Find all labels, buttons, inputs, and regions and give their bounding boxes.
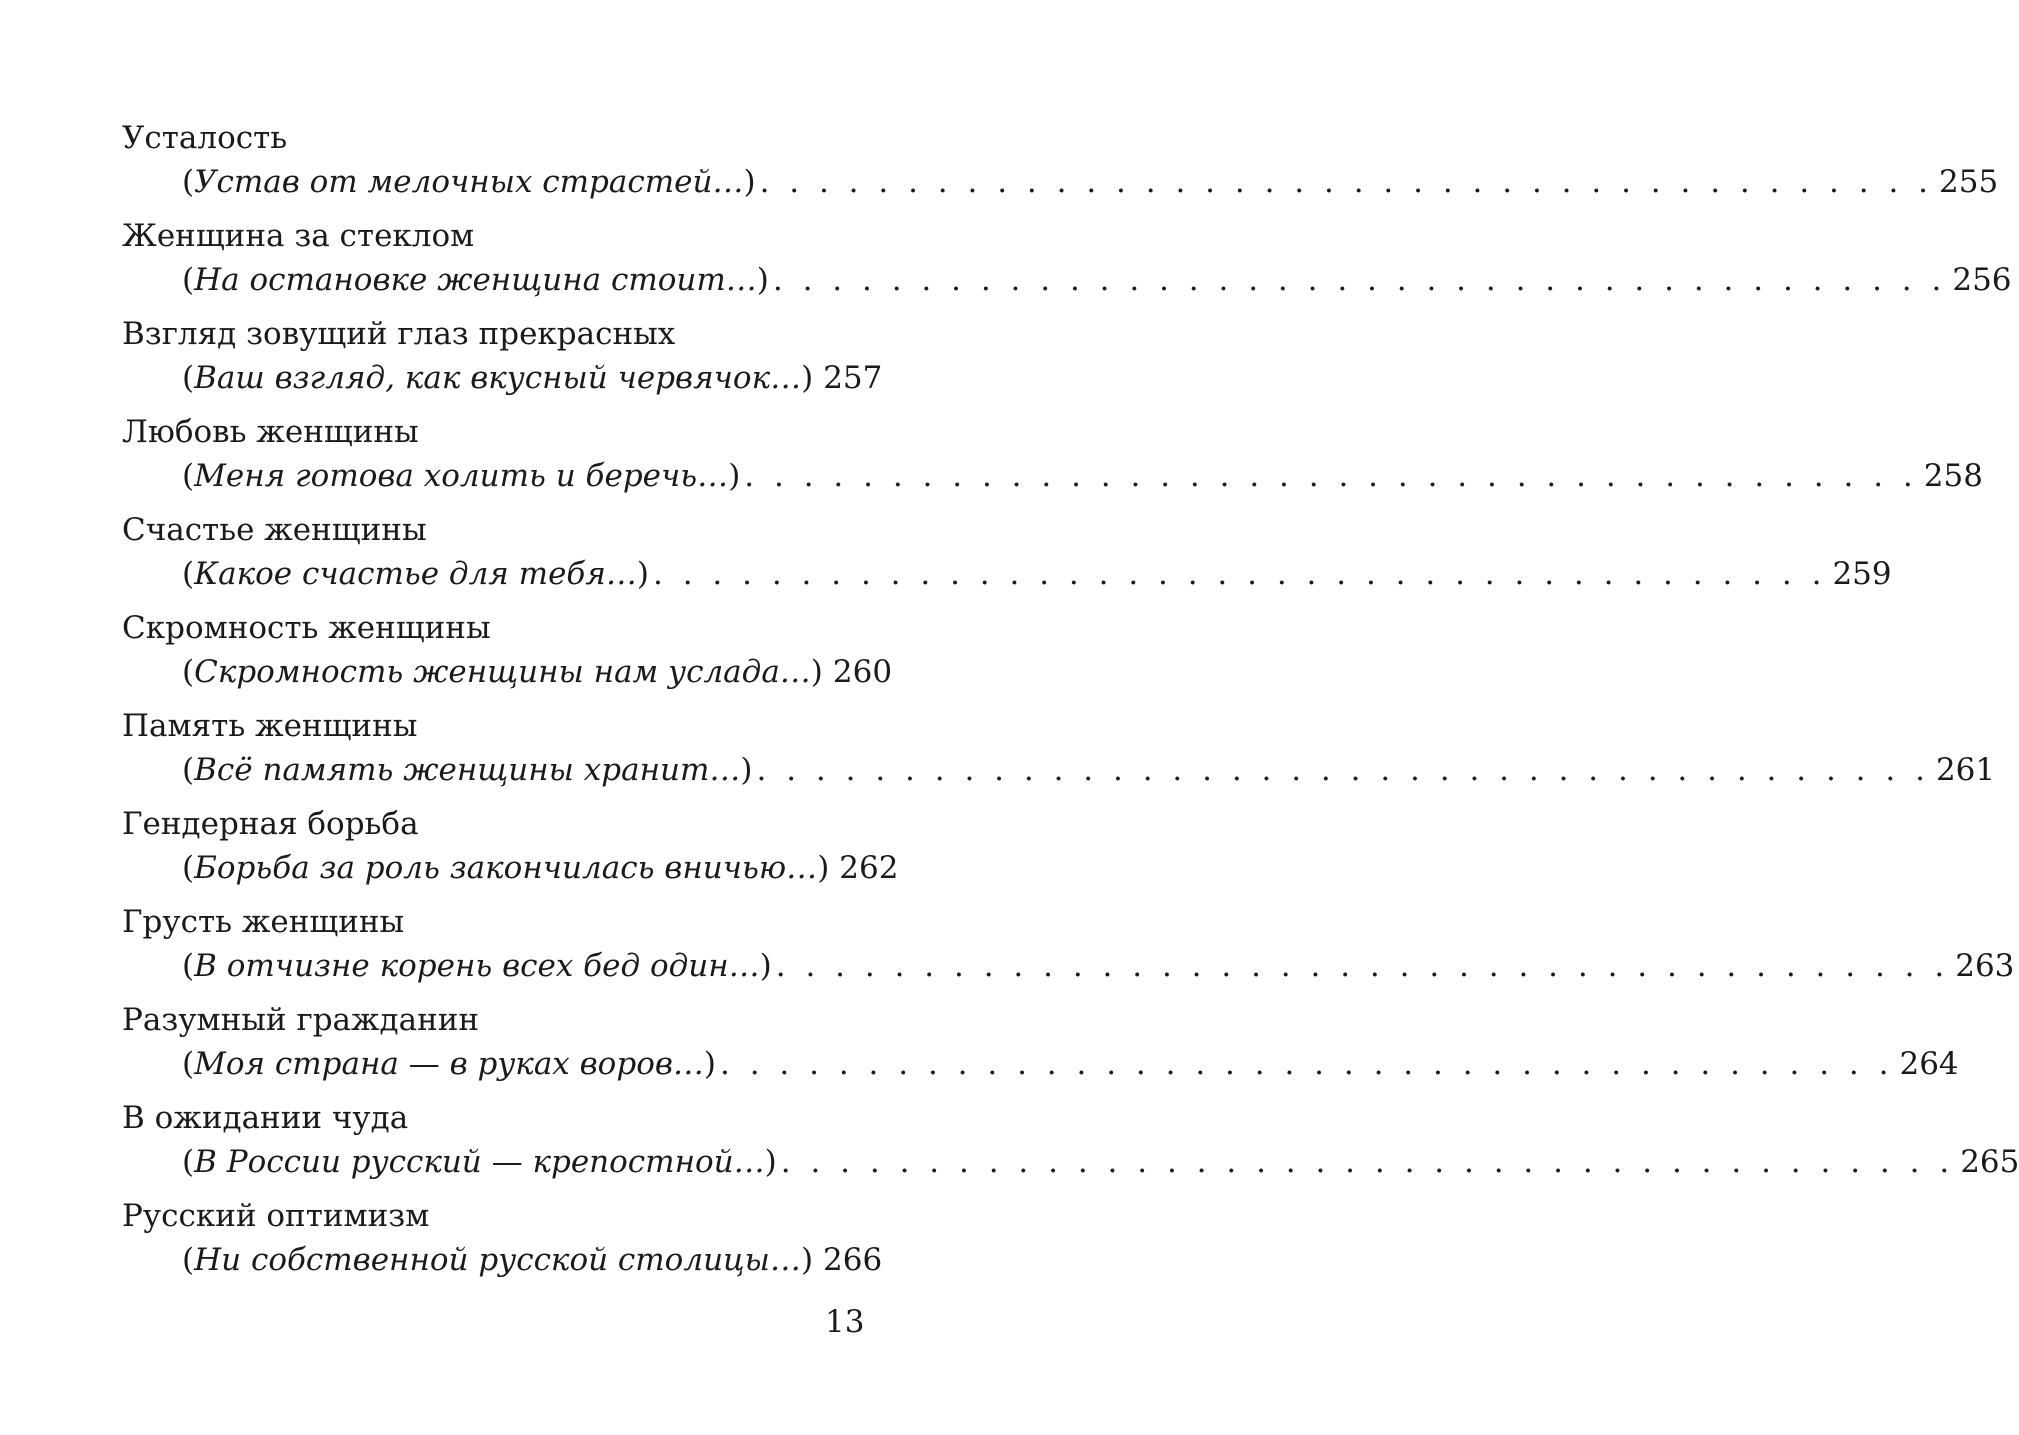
toc-entry [122,1000,1959,1098]
toc-entry-subline [182,946,2015,986]
dot-leader: . . . . . . . . . . . . . . . . . . . . . . . . . . . . . . . . . . . . . . . . [759,164,1934,200]
dot-leader: . . . . . . . . . . . . . . . . . . . . . . . . . . . . . . . . . . . . . . . . [780,1144,1955,1180]
toc-entry [122,706,1996,804]
toc-entry-page: 262 [839,850,899,886]
toc-entry-page: 255 [1939,164,1999,200]
toc-entry-subline [182,358,883,398]
toc-entry-title: Гендерная борьба [122,806,419,842]
toc-entry-title: Русский оптимизм [122,1198,430,1234]
toc-entry-first-line: (Моя страна — в руках воров…) [182,1046,717,1082]
toc-entry-first-line: (Борьба за роль закончилась вничью…) [182,850,830,886]
toc-entry-first-line: (На остановке женщина стоит…) [182,262,769,298]
toc-entry-title: В ожидании чуда [122,1100,409,1136]
toc-entry-first-line: (Ни собственной русской столицы…) [182,1242,814,1278]
toc-entry-subline [182,1044,1959,1084]
dot-leader: . . . . . . . . . . . . . . . . . . . . . . . . . . . . . . . . . . . . . . . . [775,948,1950,984]
toc-entry-title: Грусть женщины [122,904,405,940]
toc-entry-page: 266 [823,1242,883,1278]
toc-entry-first-line: (В отчизне корень всех бед один…) [182,948,772,984]
toc-entry [122,608,893,706]
toc-entry-title: Любовь женщины [122,414,419,450]
toc-entry-title: Женщина за стеклом [122,218,475,254]
toc-entry-first-line: (Ваш взгляд, как вкусный червячок…) [182,360,814,396]
toc-entry-subline [182,1240,883,1280]
toc-entry-page: 261 [1935,752,1996,788]
toc-entry [122,902,2015,1000]
toc-entry-page: 265 [1960,1144,2019,1180]
toc-entry-subline [182,554,1892,594]
toc-entry [122,314,883,412]
toc-entry-first-line: (Какое счастье для тебя…) [182,556,649,592]
toc-entry-first-line: (Скромность женщины нам услада…) [182,654,823,690]
toc-entry [122,216,2012,314]
toc-entry [122,118,1999,216]
toc-entry-page: 259 [1832,556,1892,592]
toc-entry-page: 256 [1952,262,2012,298]
toc-entry-subline [182,162,1999,202]
dot-leader: . . . . . . . . . . . . . . . . . . . . . . . . . . . . . . . . . . . . . . . . [756,752,1930,788]
dot-leader: . . . . . . . . . . . . . . . . . . . . . . . . . . . . . . . . . . . . . . . . [744,458,1918,494]
toc-entry-page: 260 [832,654,893,690]
dot-leader: . . . . . . . . . . . . . . . . . . . . . . . . . . . . . . . . . . . . . . . . [652,556,1827,592]
toc-entry-title: Взгляд зовущий глаз прекрасных [122,316,676,352]
toc-entry-subline [182,456,1983,496]
toc-entry [122,1196,883,1294]
toc-entry-subline [182,848,899,888]
toc-entry-title: Память женщины [122,708,418,744]
page-number: 13 [825,1304,865,1340]
toc-entry-subline [182,652,893,692]
toc-entry [122,1098,2019,1196]
toc-entry-first-line: (Меня готова холить и беречь…) [182,458,741,494]
toc-entry-page: 258 [1923,458,1983,494]
toc-entry-title: Разумный гражданин [122,1002,480,1038]
table-of-contents [122,118,2019,1294]
toc-entry-title: Скромность женщины [122,610,491,646]
toc-entry [122,412,1983,510]
toc-entry-first-line: (Всё память женщины хранит…) [182,752,753,788]
toc-entry-page: 264 [1899,1046,1959,1082]
dot-leader: . . . . . . . . . . . . . . . . . . . . . . . . . . . . . . . . . . . . . . . . [720,1046,1894,1082]
toc-entry [122,804,899,902]
toc-entry-subline [182,1142,2019,1182]
toc-entry-title: Усталость [122,120,288,156]
toc-entry-page: 263 [1955,948,2015,984]
toc-entry-subline [182,260,2012,300]
toc-entry-title: Счастье женщины [122,512,427,548]
toc-entry [122,510,1892,608]
toc-entry-page: 257 [823,360,883,396]
toc-entry-first-line: (Устав от мелочных страстей…) [182,164,756,200]
toc-entry-subline [182,750,1996,790]
toc-entry-first-line: (В России русский — крепостной…) [182,1144,777,1180]
dot-leader: . . . . . . . . . . . . . . . . . . . . . . . . . . . . . . . . . . . . . . . . [772,262,1947,298]
